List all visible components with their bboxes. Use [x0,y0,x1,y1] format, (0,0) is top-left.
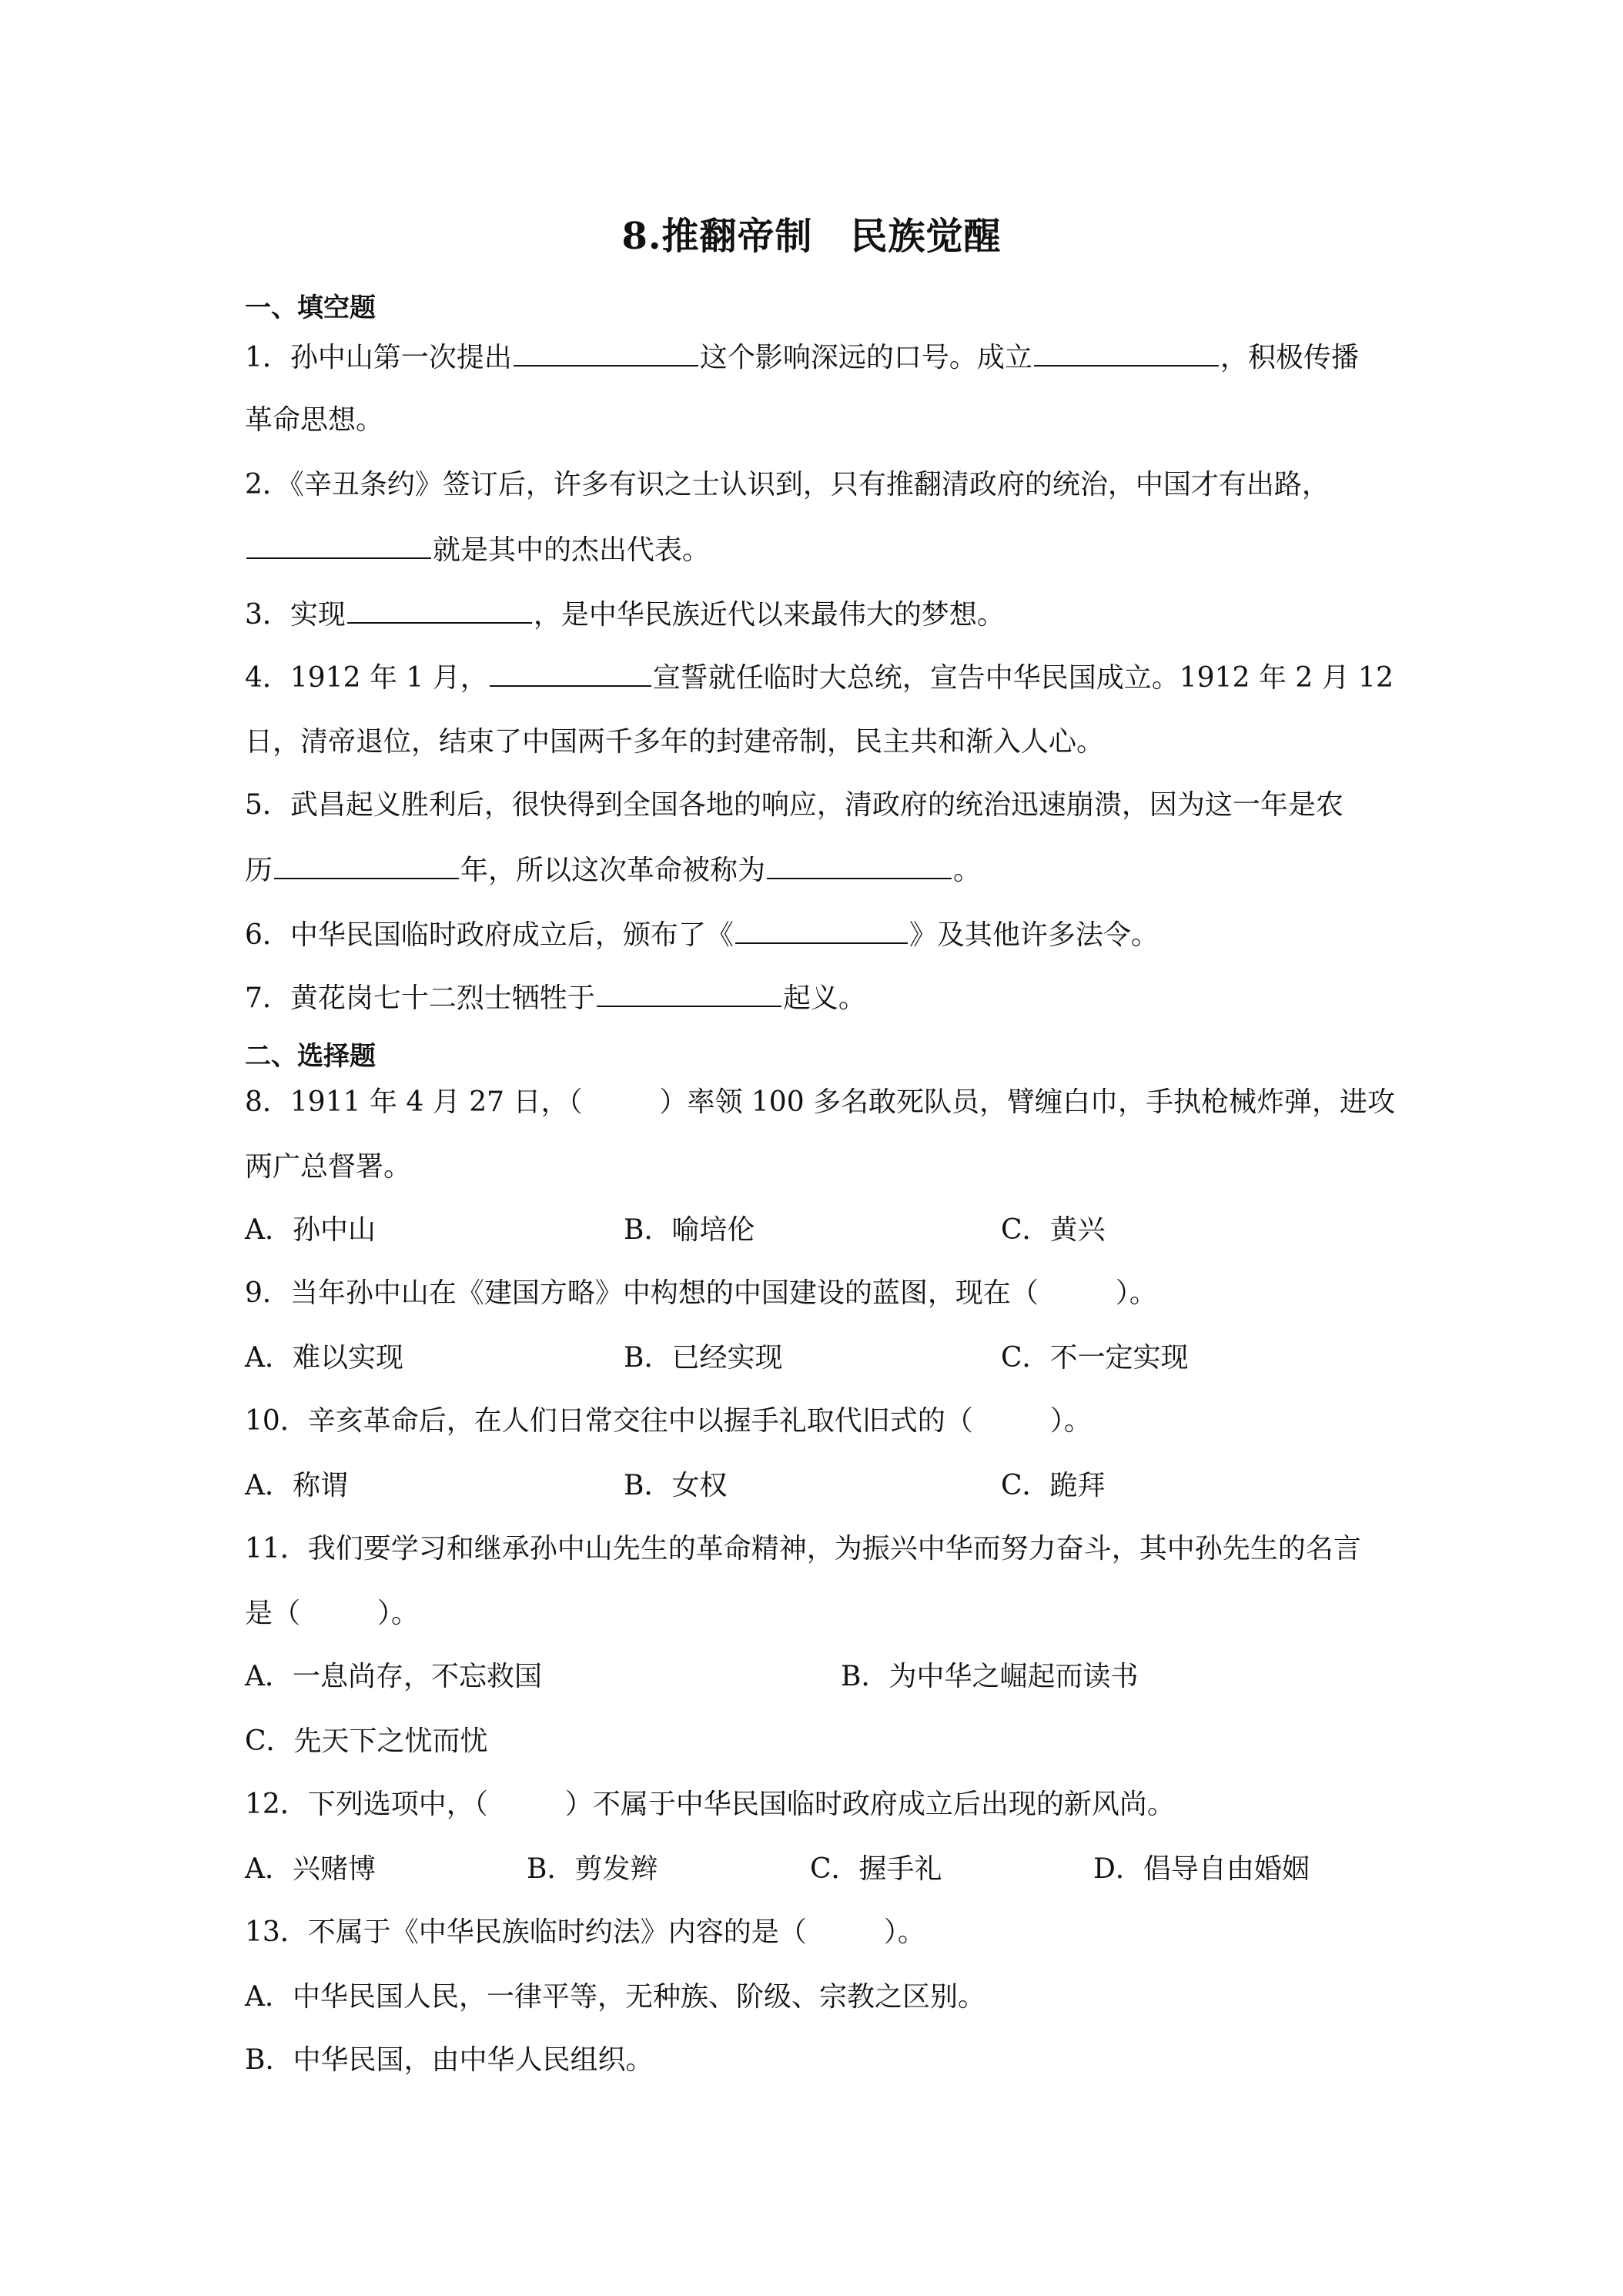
q1-text-c: ，积极传播 [1220,342,1359,373]
q12-text-b: ）不属于中华民国临时政府成立后出现的新风尚。 [564,1789,1175,1820]
q5-blank-1 [274,852,459,879]
q2-blank [246,531,431,559]
q9-option-b: B．已经实现 [624,1342,783,1374]
section-fill-in: 一、填空题 [245,293,376,323]
question-2-line-1: 2．《辛丑条约》签订后，许多有识之士认识到，只有推翻清政府的统治，中国才有出路， [245,469,1330,500]
q10-text-a: 10．辛亥革命后，在人们日常交往中以握手礼取代旧式的（ [245,1405,973,1437]
question-6 [245,916,1159,954]
q6-text-b: 》及其他许多法令。 [909,919,1159,951]
question-11-line-2 [245,1595,419,1632]
q4-blank [490,659,651,687]
q13-text-b: ）。 [883,1916,925,1948]
question-8-line-2: 两广总督署。 [245,1151,412,1183]
page-title: 8.推翻帝制 民族觉醒 [621,215,1002,258]
q8-option-b: B．喻培伦 [624,1214,755,1246]
q7-blank [597,979,781,1007]
question-1-line-2: 革命思想。 [245,404,384,436]
question-10 [245,1403,1092,1440]
q5-text-c: 年，所以这次革命被称为 [460,855,766,886]
q12-text-a: 12．下列选项中，（ [245,1789,488,1820]
q3-text-b: ，是中华民族近代以来最伟大的梦想。 [533,599,1005,631]
q13-text-a: 13．不属于《中华民族临时约法》内容的是（ [245,1916,807,1948]
q1-text-a: 1．孙中山第一次提出 [245,342,512,373]
q10-option-c: C．跪拜 [1001,1470,1106,1501]
question-1-line-1 [245,339,1359,377]
q9-option-c: C．不一定实现 [1001,1342,1189,1374]
q11-option-b: B．为中华之崛起而读书 [841,1661,1139,1692]
question-12 [245,1786,1175,1823]
q13-option-b: B．中华民国，由中华人民组织。 [245,2044,654,2076]
q11-text-c: ）。 [377,1598,420,1629]
question-13 [245,1914,925,1951]
q5-blank-2 [767,852,952,879]
question-2-line-2 [245,531,710,569]
q9-text-a: 9．当年孙中山在《建国方略》中构想的中国建设的蓝图，现在（ [245,1277,1039,1309]
q4-text-a: 4．1912 年 1 月， [245,662,488,694]
q9-option-a: A．难以实现 [245,1342,403,1374]
q7-text-b: 起义。 [782,982,866,1014]
q1-blank-1 [514,339,698,366]
q3-blank [347,596,532,624]
q10-option-a: A．称谓 [245,1470,348,1501]
q2-text-b: 就是其中的杰出代表。 [433,534,711,566]
question-5-line-2 [245,852,981,889]
q10-option-b: B．女权 [624,1470,728,1501]
q6-text-a: 6．中华民国临时政府成立后，颁布了《 [245,919,734,951]
q5-text-b: 历 [245,855,273,886]
q9-text-b: ）。 [1115,1277,1157,1309]
q8-option-c: C．黄兴 [1001,1214,1106,1246]
question-5-line-1: 5．武昌起义胜利后，很快得到全国各地的响应，清政府的统治迅速崩溃，因为这一年是农 [245,789,1344,821]
q11-option-c: C．先天下之忧而忧 [245,1725,488,1757]
q1-blank-2 [1034,339,1219,366]
q12-option-b: B．剪发辫 [527,1853,658,1885]
q8-option-a: A．孙中山 [245,1214,376,1246]
q12-option-c: C．握手礼 [810,1853,942,1885]
q12-option-a: A．兴赌博 [245,1853,376,1885]
question-8-line-1 [245,1084,1395,1121]
q8-text-b: ）率领 100 多名敢死队员，臂缠白巾，手执枪械炸弹，进攻 [659,1086,1396,1118]
question-3 [245,596,1005,634]
q12-option-d: D．倡导自由婚姻 [1093,1853,1310,1885]
q7-text-a: 7．黄花岗七十二烈士牺牲于 [245,982,595,1014]
question-7 [245,979,866,1017]
question-11-line-1: 11．我们要学习和继承孙中山先生的革命精神，为振兴中华而努力奋斗，其中孙先生的名言 [245,1533,1361,1565]
q11-option-a: A．一息尚存，不忘救国 [245,1661,542,1692]
q4-text-b: 宣誓就任临时大总统，宣告中华民国成立。1912 年 2 月 12 [652,662,1394,694]
q8-text-a: 8．1911 年 4 月 27 日，（ [245,1086,583,1118]
q3-text-a: 3．实现 [245,599,346,631]
section-multiple-choice: 二、选择题 [245,1041,376,1072]
question-4-line-2: 日，清帝退位，结束了中国两千多年的封建帝制，民主共和渐入人心。 [245,726,1105,758]
q13-option-a: A．中华民国人民，一律平等，无种族、阶级、宗教之区别。 [245,1981,986,2013]
q6-blank [735,916,908,944]
q5-text-d: 。 [953,855,982,886]
question-4-line-1 [245,659,1394,697]
q10-text-b: ）。 [1049,1405,1092,1437]
q1-text-b: 这个影响深远的口号。成立 [699,342,1032,373]
question-9 [245,1275,1157,1312]
q11-text-b: 是（ [245,1598,301,1629]
